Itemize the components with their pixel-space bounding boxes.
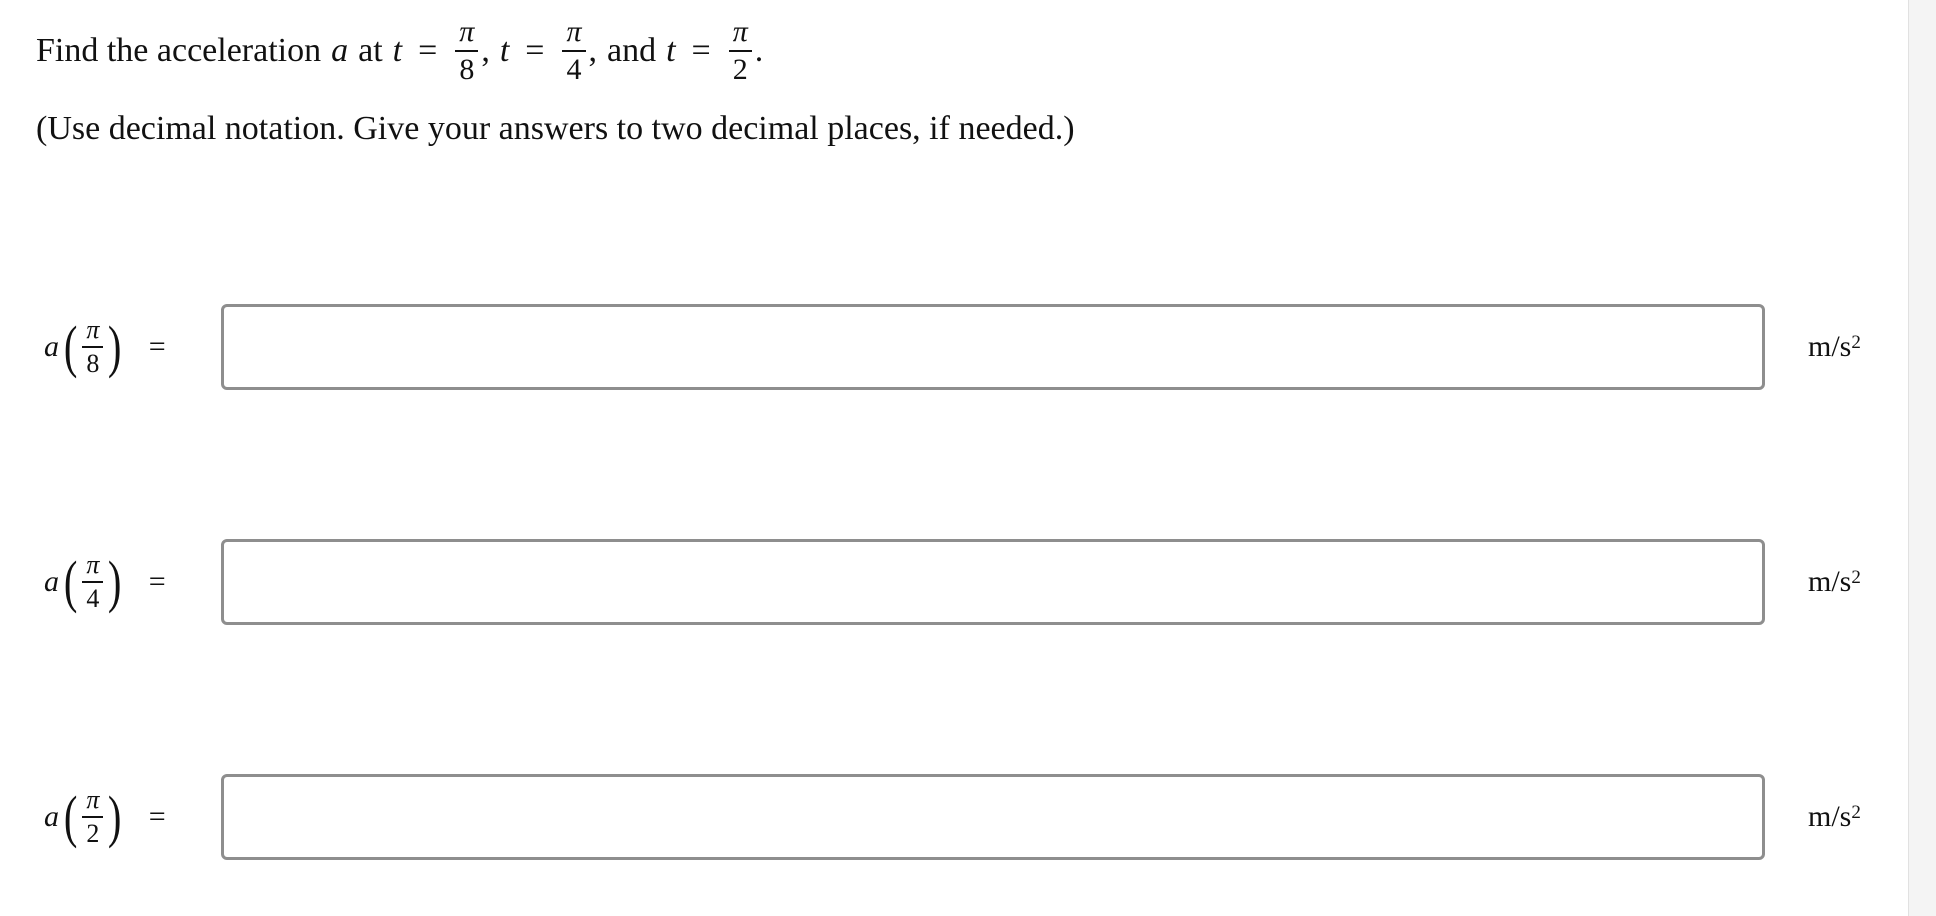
unit-label xyxy=(1808,774,1861,860)
fraction-numerator: π xyxy=(732,15,748,48)
unit-text: m/s xyxy=(1808,330,1852,363)
close-paren: ) xyxy=(108,549,122,614)
unit-exponent: 2 xyxy=(1851,802,1861,823)
answer-label xyxy=(44,304,166,390)
answer-row-pi-8 xyxy=(0,304,1908,390)
equals-sign: = xyxy=(148,800,166,833)
fraction-numerator: π xyxy=(459,15,475,48)
function-a: a xyxy=(44,800,59,833)
equals-sign: = xyxy=(148,330,166,363)
open-paren: ( xyxy=(63,784,78,849)
open-paren: ( xyxy=(63,314,78,379)
answer-row-pi-2 xyxy=(0,774,1908,860)
equals-sign: = xyxy=(691,32,711,69)
at-word: at xyxy=(358,32,383,69)
fraction-numerator: π xyxy=(86,785,100,814)
fraction-denominator: 2 xyxy=(86,819,100,848)
answer-label xyxy=(44,774,166,860)
variable-t: t xyxy=(499,32,510,69)
equals-sign: = xyxy=(148,565,166,598)
unit-text: m/s xyxy=(1808,565,1852,598)
argument-fraction xyxy=(82,552,103,612)
separator: , xyxy=(588,32,597,69)
variable-t: t xyxy=(666,32,676,69)
question-prefix: Find the acceleration xyxy=(36,32,322,69)
unit-exponent: 2 xyxy=(1851,332,1861,353)
variable-a: a xyxy=(331,32,349,69)
period: . xyxy=(754,32,764,69)
function-a: a xyxy=(44,565,59,598)
unit-exponent: 2 xyxy=(1851,567,1861,588)
unit-text: m/s xyxy=(1808,800,1852,833)
answer-input-pi-2[interactable] xyxy=(221,774,1765,860)
unit-label xyxy=(1808,539,1861,625)
time-fraction-pi-2 xyxy=(729,17,752,85)
argument-fraction xyxy=(82,787,103,847)
question-text xyxy=(36,10,763,92)
fraction-numerator: π xyxy=(86,315,100,344)
fraction-denominator: 4 xyxy=(86,584,100,613)
fraction-denominator: 2 xyxy=(732,53,748,86)
separator: , xyxy=(481,32,490,69)
scrollbar[interactable] xyxy=(1908,0,1936,916)
function-a: a xyxy=(44,330,59,363)
time-fraction-pi-4 xyxy=(562,17,585,85)
unit-label xyxy=(1808,304,1861,390)
variable-t: t xyxy=(392,32,403,69)
fraction-denominator: 8 xyxy=(86,349,100,378)
answer-row-pi-4 xyxy=(0,539,1908,625)
close-paren: ) xyxy=(108,784,122,849)
argument-fraction xyxy=(82,317,103,377)
fraction-numerator: π xyxy=(86,550,100,579)
close-paren: ) xyxy=(108,314,122,379)
open-paren: ( xyxy=(63,549,78,614)
equals-sign: = xyxy=(525,32,545,69)
fraction-denominator: 4 xyxy=(566,53,582,86)
answer-input-pi-8[interactable] xyxy=(221,304,1765,390)
fraction-numerator: π xyxy=(566,15,582,48)
fraction-denominator: 8 xyxy=(459,53,475,86)
and-word: and xyxy=(607,32,657,69)
answer-input-pi-4[interactable] xyxy=(221,539,1765,625)
time-fraction-pi-8 xyxy=(455,17,478,85)
instruction-text: (Use decimal notation. Give your answers to two decimal places, if needed.) xyxy=(36,110,1075,147)
answer-label xyxy=(44,539,166,625)
equals-sign: = xyxy=(418,32,438,69)
